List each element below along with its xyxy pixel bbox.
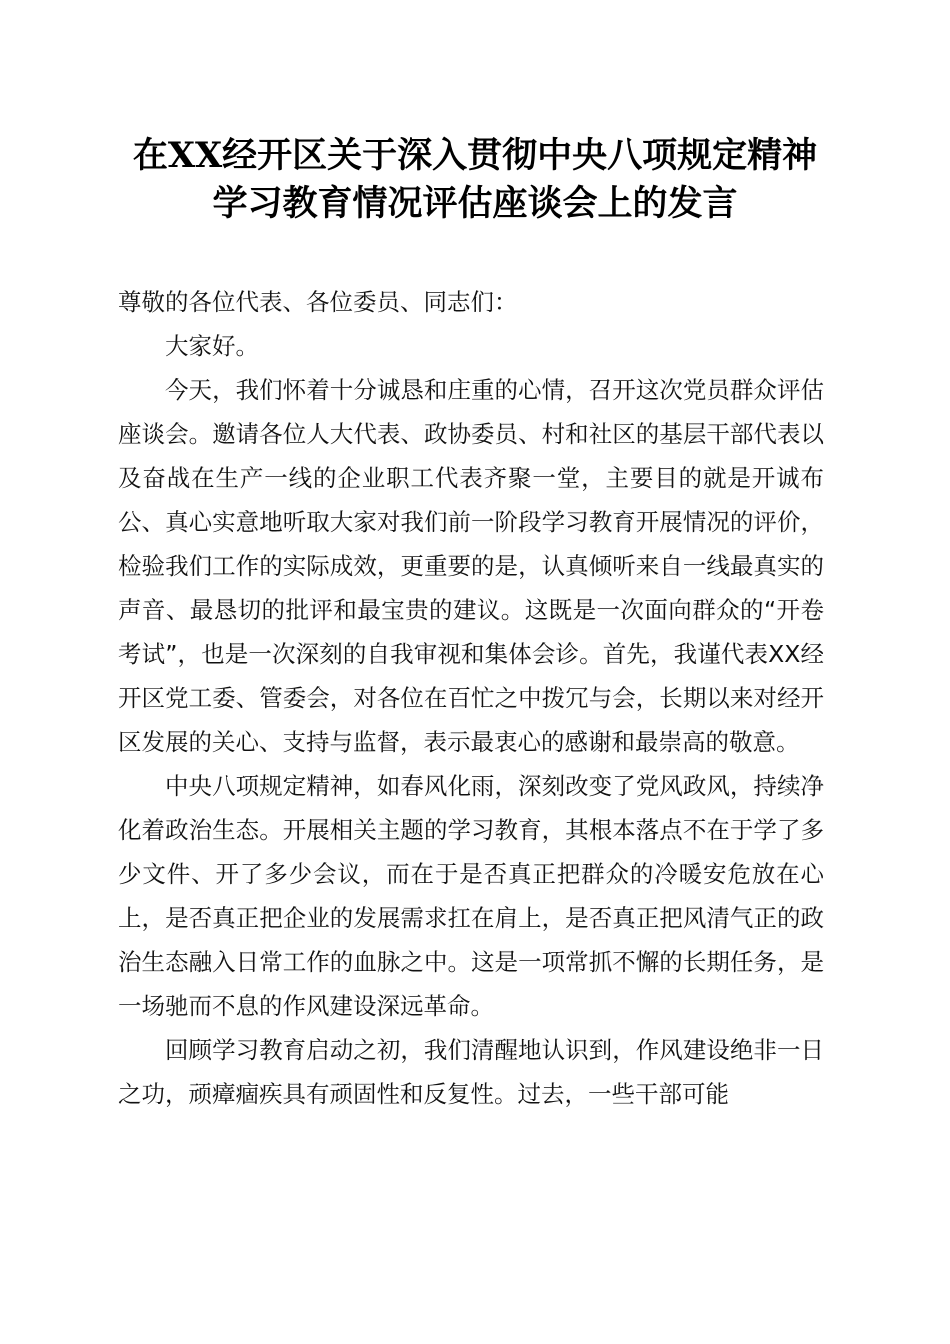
document-body	[118, 280, 824, 1116]
paragraph-review: 回顾学习教育启动之初，我们清醒地认识到，作风建设绝非一日之功，顽瘴痼疾具有顽固性和反复性。过去，一些干部可能	[118, 1036, 824, 1108]
title-line-2: 学习教育情况评估座谈会上的发言	[212, 183, 738, 224]
paragraph-eight-rules: 中央八项规定精神，如春风化雨，深刻改变了党风政风，持续净化着政治生态。开展相关主题的学习教育，其根本落点不在于学了多少文件、开了多少会议，而在于是否真正把群众的冷暖安危放在心上，是否真正把企业的发展需求扛在肩上，是否真正把风清气正的政治生态融入日常工作的血脉之中。这是一项常抓不懈的长期任务，是一场驰而不息的作风建设深远革命。	[118, 772, 824, 1020]
document-title	[100, 132, 850, 228]
paragraph-greeting: 大家好。	[165, 332, 259, 360]
title-line-1: 在XX经开区关于深入贯彻中央八项规定精神	[132, 135, 818, 176]
paragraph-opening: 今天，我们怀着十分诚恳和庄重的心情，召开这次党员群众评估座谈会。邀请各位人大代表、政协委员、村和社区的基层干部代表以及奋战在生产一线的企业职工代表齐聚一堂，主要目的就是开诚布公、真心实意地听取大家对我们前一阶段学习教育开展情况的评价，检验我们工作的实际成效，更重要的是，认真倾听来自一线最真实的声音、最恳切的批评和最宝贵的建议。这既是一次面向群众的“开卷考试”，也是一次深刻的自我审视和集体会诊。首先，我谨代表XX经开区党工委、管委会，对各位在百忙之中拨冗与会，长期以来对经开区发展的关心、支持与监督，表示最衷心的感谢和最崇高的敬意。	[118, 376, 824, 756]
salutation: 尊敬的各位代表、各位委员、同志们：	[118, 288, 518, 316]
